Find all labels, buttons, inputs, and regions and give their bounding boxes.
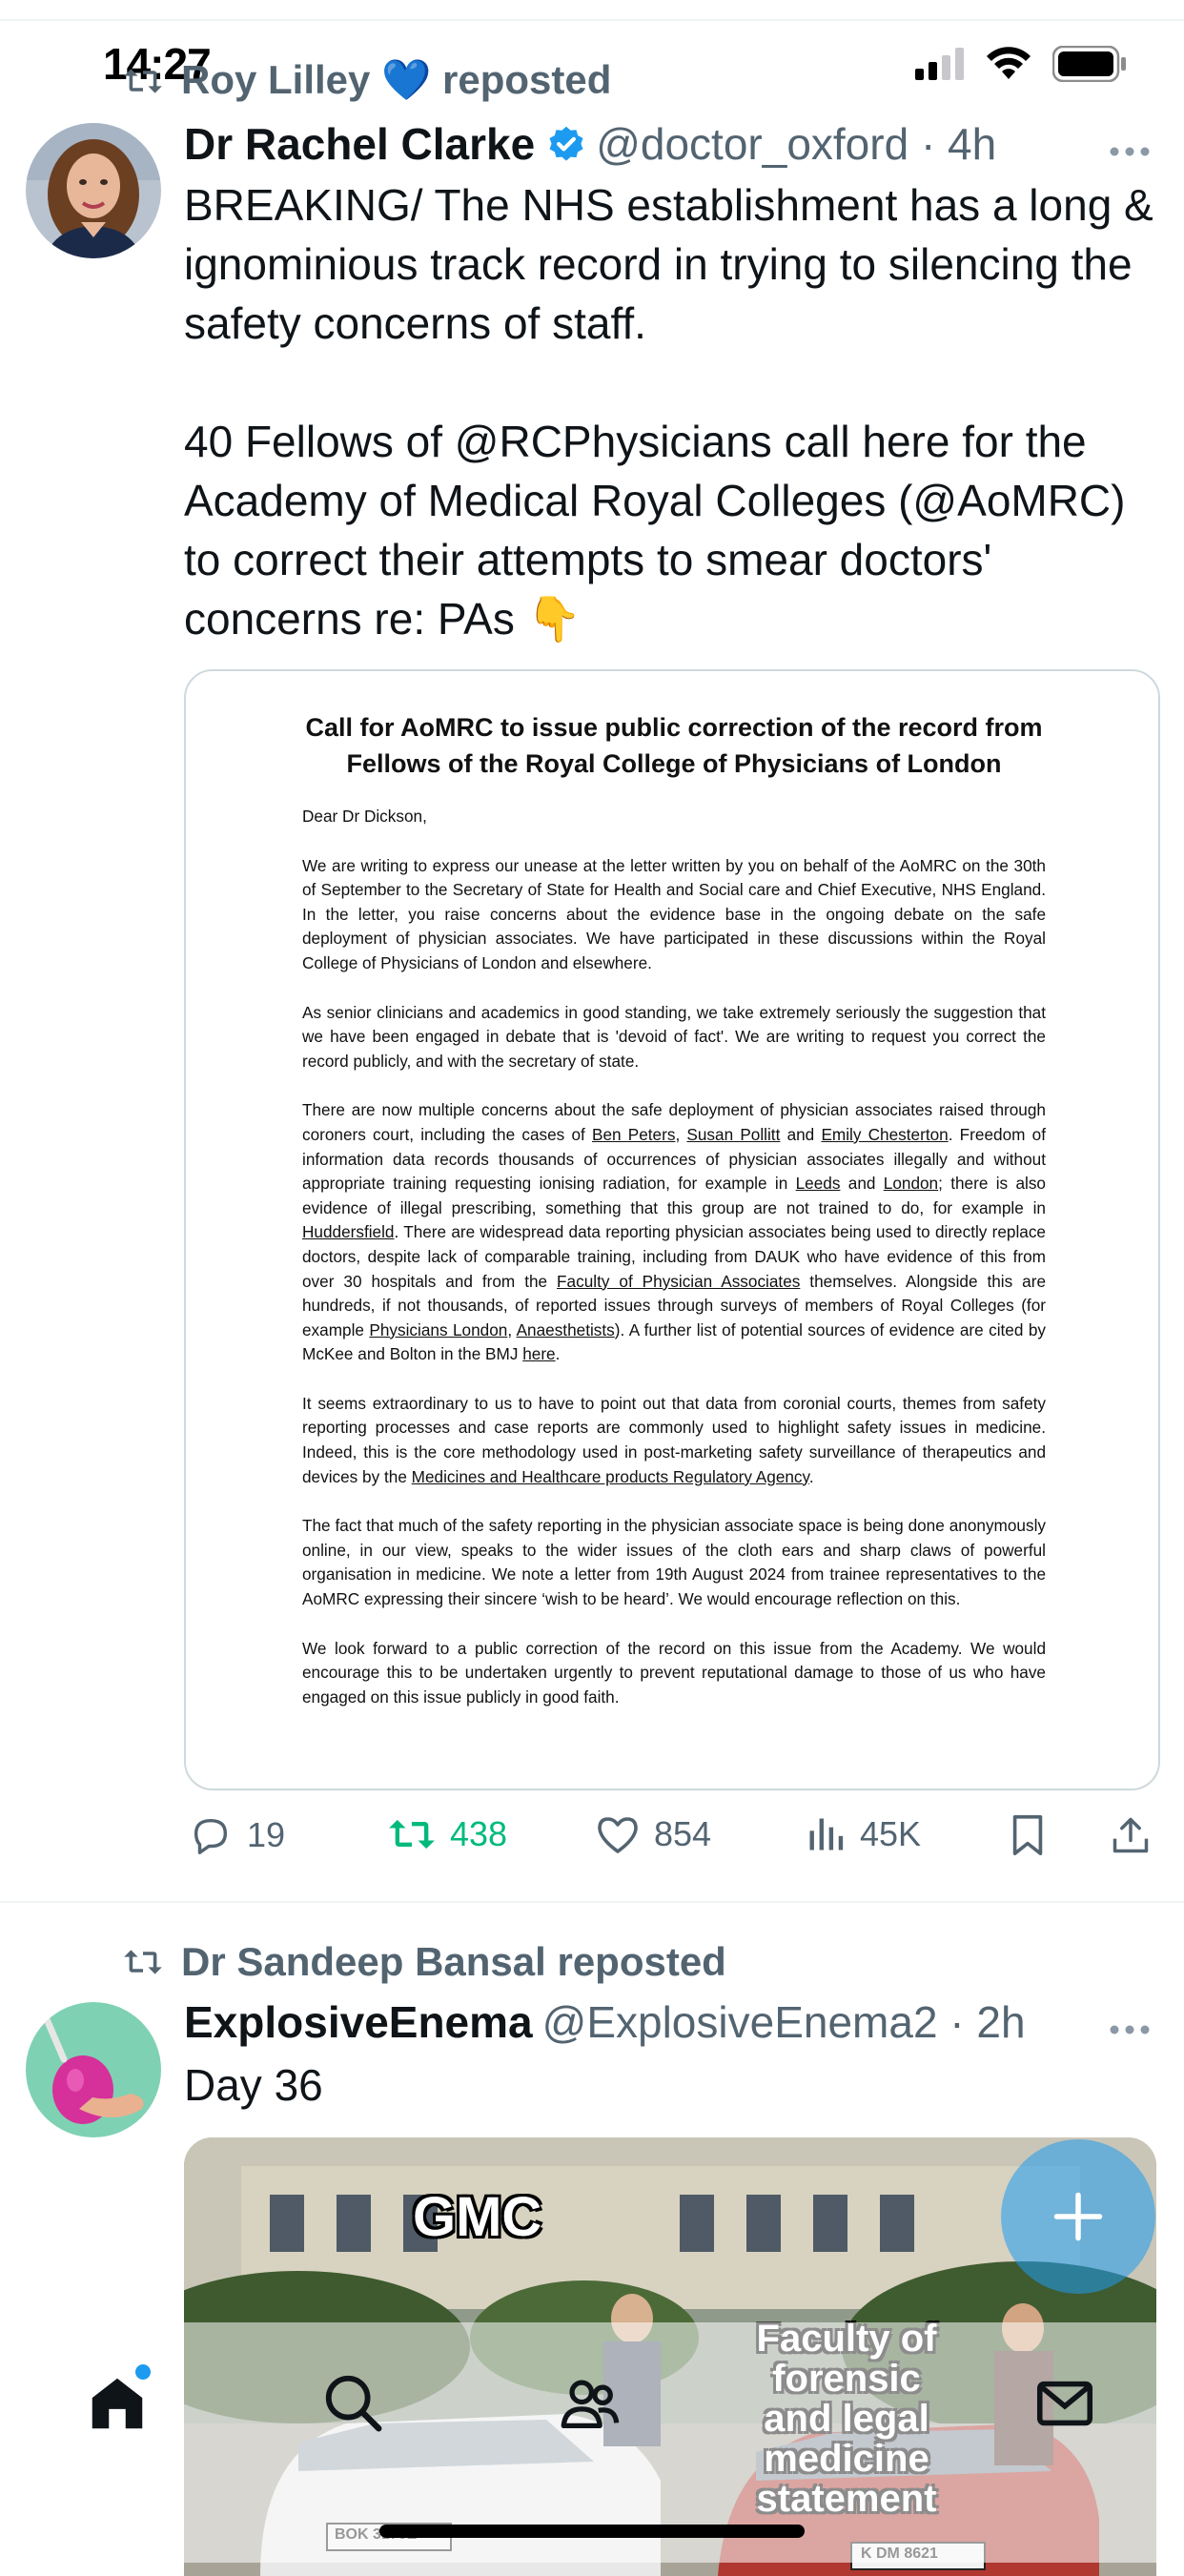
views-count: 45K <box>860 1814 922 1853</box>
bookmark-icon <box>1009 1813 1047 1857</box>
avatar[interactable] <box>26 123 161 258</box>
nav-messages[interactable] <box>1031 2370 1098 2442</box>
nav-home[interactable] <box>84 2370 151 2442</box>
reply-button[interactable] <box>188 1813 285 1857</box>
verified-badge-icon <box>546 125 586 165</box>
nav-communities[interactable] <box>557 2370 623 2442</box>
tweet-header <box>184 1996 1026 2048</box>
views-button[interactable] <box>805 1813 921 1855</box>
tweet-divider <box>0 1901 1184 1903</box>
status-time: 14:27 <box>103 39 211 89</box>
like-button[interactable] <box>595 1813 711 1855</box>
letter-link: Leeds <box>795 1174 841 1194</box>
letter-paragraph-5: The fact that much of the safety reporting in the physician associate space is being done anonymously online, in our view, speaks to the wider issues of the cloth ears and sharp claws of powerful organisation in medicine. We note a letter from 19th August 2024 from trainee representatives to the AoMRC expressing their sincere ‘wish to be heard’. We would encourage reflection on this. <box>302 1516 1046 1609</box>
letter-text: . <box>808 1466 814 1486</box>
tweet-header <box>184 118 996 170</box>
share-icon <box>1110 1813 1152 1857</box>
repost-context[interactable] <box>122 1939 726 1985</box>
handle-time[interactable]: @ExplosiveEnema2 · 2h <box>541 1997 1026 2047</box>
more-options-button[interactable] <box>1109 2002 1151 2045</box>
tweet-text: BREAKING/ The NHS establishment has a long & ignominious track record in trying to silencing the safety concerns of staff. 40 Fellows of @RCPhysicians call here for the Academy of Medical Royal Colleges (@AoMRC) to correct their attempts to smear doctors' concerns re: PAs 👇 <box>184 180 1153 644</box>
letter-link: Susan Pollitt <box>686 1124 781 1144</box>
letter-paragraph-2: As senior clinicians and academics in good standing, we take extremely seriously the suggestion that we have been engaged in debate that is 'devoid of fact'. We are writing to request you correct the record publicly, and with the secretary of state. <box>302 1002 1046 1071</box>
avatar-image <box>26 123 161 258</box>
letter-text: and <box>780 1124 822 1144</box>
like-count: 854 <box>654 1814 712 1853</box>
letter-link: Anaesthetists <box>516 1319 615 1339</box>
repost-icon <box>122 64 164 98</box>
tweet-text: Day 36 <box>184 2060 323 2110</box>
letter-text: . There are widespread data reporting physician associates being used to directly replace doctors, despite lack of comparable training, including from DAUK who have evidence of this from over 30 hospitals and from the <box>302 1222 1046 1291</box>
communities-icon <box>557 2370 623 2437</box>
more-icon <box>1109 2024 1151 2035</box>
letter-text: ; there is also evidence of illegal prescribing, something that this group are not trained to do, for example in <box>302 1174 1046 1217</box>
letter-link: London <box>883 1174 939 1194</box>
letter-text: themselves. Alongside this are hundreds, if not thousands, of reported issues through surveys of members of Royal Colleges (for example <box>302 1271 1046 1339</box>
reply-icon <box>188 1813 234 1857</box>
letter-link: Huddersfield <box>302 1222 395 1242</box>
compose-button[interactable] <box>1001 2139 1155 2294</box>
repost-icon <box>122 1945 164 1979</box>
letter-link: Emily Chesterton <box>821 1124 949 1144</box>
views-icon <box>805 1813 847 1855</box>
signal-icon <box>915 48 965 80</box>
repost-context[interactable] <box>122 57 611 104</box>
letter-link: Medicines and Healthcare products Regulatory Agency <box>411 1466 809 1486</box>
letter-paragraph-1: We are writing to express our unease at the letter written by you on behalf of the AoMRC on the 30th of September to the Secretary of State for Health and Social care and Chief Executive, NHS England. In the letter, you raise concerns about the evidence base in the ongoing debate on the safe deployment of physician associates. We have participated in these discussions within the Royal College of Physicians of London and elsewhere. <box>302 855 1046 972</box>
letter-paragraph-4 <box>302 1392 1046 1489</box>
letter-greeting: Dear Dr Dickson, <box>302 807 427 826</box>
letter-document <box>302 709 1046 1734</box>
letter-text: , <box>507 1319 517 1339</box>
share-button[interactable] <box>1110 1813 1165 1857</box>
letter-link: Faculty of Physician Associates <box>557 1271 801 1291</box>
letter-paragraph-6: We look forward to a public correction of the record on this issue from the Academy. We would encourage this to be undertaken urgently to prevent reputational damage to those of us who have engaged on this issue publicly in good faith. <box>302 1638 1046 1707</box>
home-indicator <box>379 2525 805 2538</box>
display-name[interactable]: ExplosiveEnema <box>184 1997 533 2047</box>
repost-button[interactable] <box>387 1813 507 1855</box>
letter-title: Call for AoMRC to issue public correction of the record from Fellows of the Royal College of Physicians of London <box>305 713 1043 778</box>
bookmark-button[interactable] <box>1009 1813 1060 1857</box>
letter-text: . Freedom of information data records thousands of occurrences of physician associates illegally and without appropriate training requesting ionising radiation, for example in <box>302 1124 1046 1194</box>
letter-text: It seems extraordinary to us to have to point out that data from coronial courts, themes from safety reporting processes and case reports are commonly used to highlight safety issues in medicine. Indeed, this is the core methodology used in post-marketing safety surveillance of therapeutics and devices by the <box>302 1393 1046 1486</box>
attached-letter-image[interactable] <box>184 669 1160 1790</box>
like-icon <box>595 1813 641 1855</box>
repost-icon <box>387 1813 437 1855</box>
home-icon <box>84 2370 151 2437</box>
letter-text: and <box>840 1174 884 1194</box>
nav-search[interactable] <box>320 2370 387 2442</box>
letter-text: ). A further list of potential sources of evidence are cited by McKee and Bolton in the BMJ <box>302 1319 1046 1364</box>
more-icon <box>1109 146 1151 157</box>
status-icons <box>915 46 1127 82</box>
letter-link: Ben Peters <box>591 1124 676 1144</box>
letter-text: . <box>555 1344 561 1364</box>
repost-label: Dr Sandeep Bansal reposted <box>181 1939 726 1984</box>
avatar-image <box>26 2002 161 2137</box>
messages-icon <box>1031 2370 1098 2437</box>
compose-icon <box>1050 2188 1107 2245</box>
top-divider <box>0 19 1184 21</box>
more-options-button[interactable] <box>1109 124 1151 167</box>
meme-label-left: GMC <box>413 2186 542 2248</box>
repost-label: Roy Lilley 💙 reposted <box>181 57 612 102</box>
handle-time[interactable]: @doctor_oxford · 4h <box>596 119 997 169</box>
repost-count: 438 <box>450 1814 508 1853</box>
letter-link: Physicians London <box>369 1319 508 1339</box>
battery-icon <box>1052 46 1127 82</box>
search-icon <box>320 2370 387 2437</box>
notification-dot <box>135 2364 151 2380</box>
display-name[interactable]: Dr Rachel Clarke <box>184 119 536 169</box>
letter-link: here <box>522 1344 556 1364</box>
letter-text: , <box>675 1124 687 1144</box>
avatar[interactable] <box>26 2002 161 2137</box>
letter-text: There are now multiple concerns about the safe deployment of physician associates raised through coroners court, including the cases of <box>302 1100 1046 1144</box>
reply-count: 19 <box>247 1815 286 1854</box>
wifi-icon <box>986 47 1031 81</box>
letter-paragraph-3 <box>302 1098 1046 1367</box>
